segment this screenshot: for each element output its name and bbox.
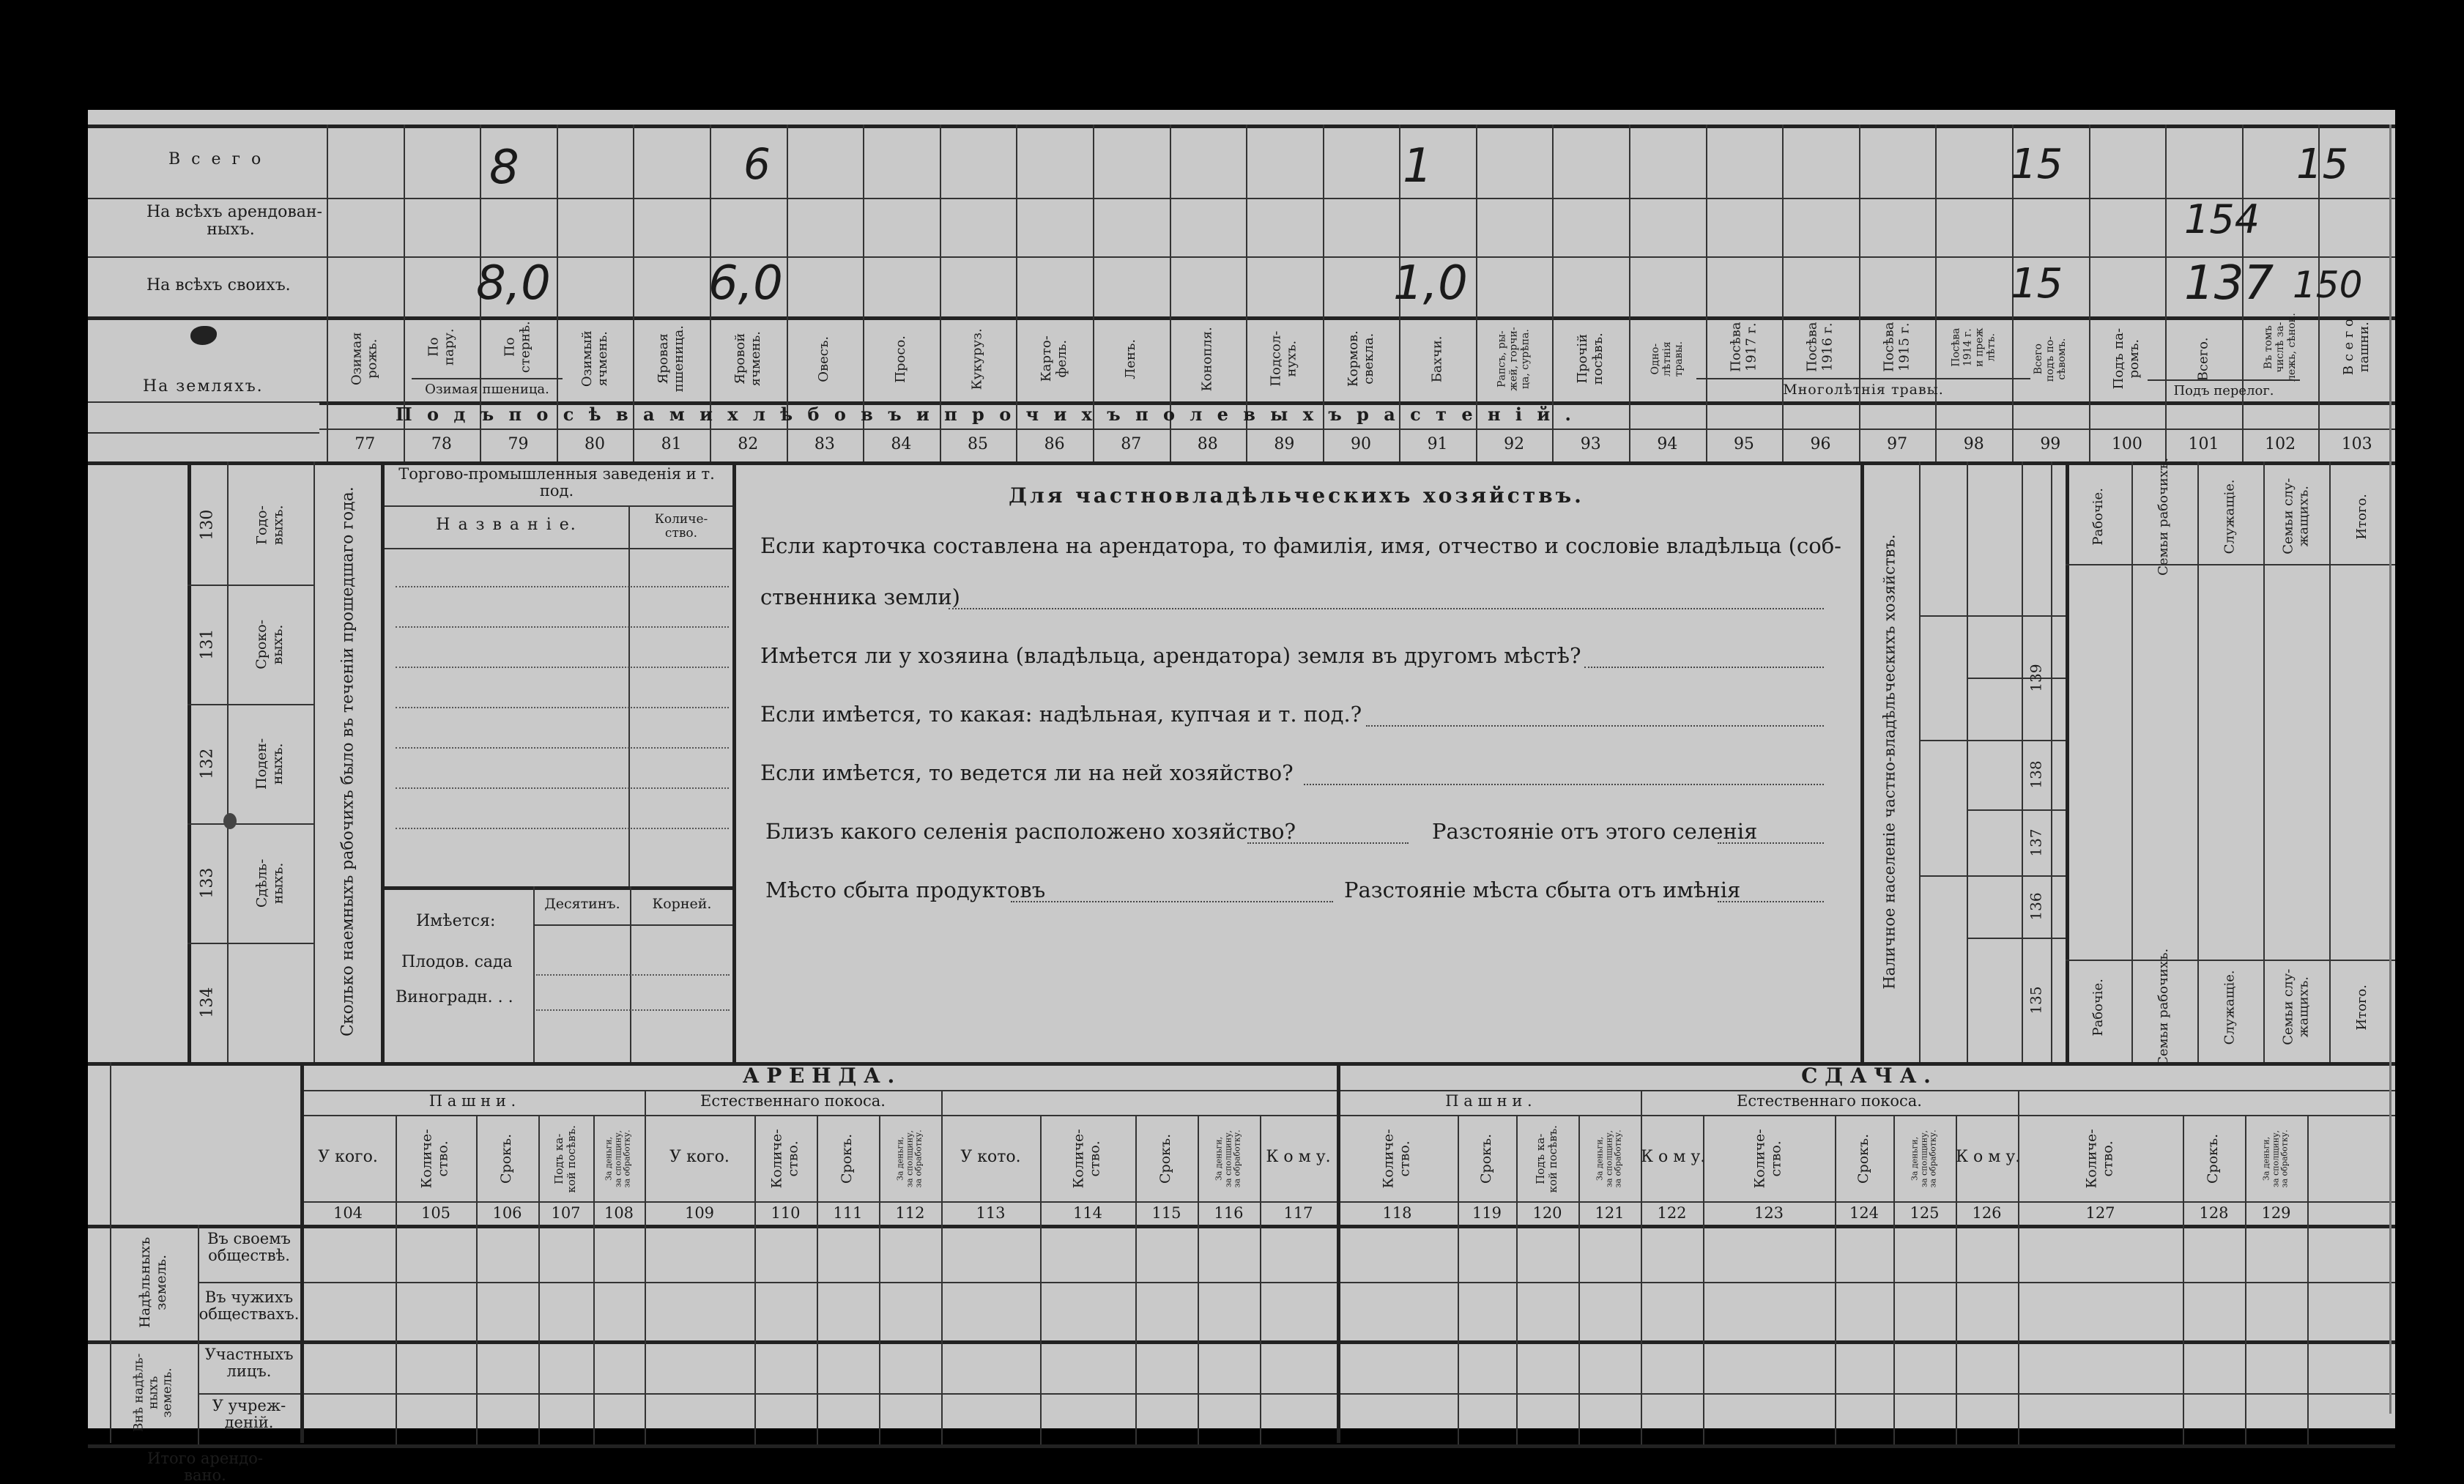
crop-col-number: 101 [2188,435,2219,453]
lease-col-number: 129 [2261,1204,2291,1222]
pop-right-text: Служащiе. [2222,970,2238,1045]
trade-vineyard: Виноградн. . . [396,988,513,1006]
sown-banner: П о д ъ п о с ѣ в а м и х л ѣ б о в ъ и п р о ч и х ъ п о л е в ы х ъ р а с т е н i й . [396,404,1576,425]
crop-col-header [1782,319,1859,376]
pop-num [2022,740,2051,809]
pop-right-header [2263,469,2329,564]
crop-col-number: 86 [1044,435,1065,453]
lease-col-header [1703,1116,1835,1201]
worker-num [188,585,227,704]
question-2: Имѣется ли у хозяина (владѣльца, арендатора) земля въ другомъ мѣстѣ? [760,643,1581,668]
lease-col-header [1835,1116,1893,1201]
crop-col-label: Прочiй посѣвъ. [1575,333,1606,385]
lease-group-line [2018,1090,2019,1115]
pop-num [2022,615,2051,740]
crop-col-line [1935,125,1937,461]
pop-num-text: 137 [2027,828,2045,857]
lease-col-number: 126 [1972,1204,2002,1222]
lease-col-number: 117 [1283,1204,1313,1222]
lease-col-number: 123 [1754,1204,1784,1222]
crop-col-label: Просо. [893,335,909,383]
lease-col-header-text: Срокъ. [1478,1133,1495,1184]
crop-col-number: 96 [1810,435,1831,453]
crop-col-header [1323,319,1400,399]
hw-svoikh-78: 8,0 [476,256,551,311]
trade-korney: Корней. [652,896,712,912]
crop-col-number: 100 [2111,435,2142,453]
lease-col-header [538,1116,593,1201]
lease-col-number: 127 [2085,1204,2115,1222]
lease-col-header [1578,1116,1641,1201]
worker-num-text: 134 [198,987,217,1018]
worker-num-text: 132 [198,748,217,779]
answer-3[interactable] [1366,725,1824,727]
pop-right-text: Итого. [2353,984,2370,1031]
lease-col-number: 106 [492,1204,522,1222]
fallow-group: Подъ перелог. [2148,379,2300,398]
crop-col-header [2318,319,2395,376]
crop-col-number: 89 [1274,435,1295,453]
lease-row-inst: У учреж- денiй. [212,1397,286,1432]
lease-col-header-text: За деньги, за сполщину, за обработку. [895,1129,924,1188]
lease-row-vne: Внѣ надѣль- ныхъ земель. [131,1353,175,1432]
crop-col-number: 90 [1350,435,1371,453]
arenda-title: А Р Е Н Д А . [742,1064,895,1088]
pop-right-header [2066,960,2131,1055]
lease-col-header [396,1116,476,1201]
crop-col-header [1093,319,1170,399]
pop-right-text: Семьи слу- жащихъ. [2280,478,2312,555]
worker-num [188,704,227,823]
lease-col-header [1040,1116,1135,1201]
crop-col-header [633,319,710,399]
crop-col-label: Посѣва 1915 г. [1881,322,1912,373]
sdacha-pokos: Естественнаго покоса. [1737,1092,1922,1110]
crop-col-number: 88 [1197,435,1218,453]
pop-right-text: Семьи рабочихъ. [2156,457,2172,576]
lease-col-header-text: Количе- ство. [2083,1129,2116,1189]
lease-col-number: 109 [684,1204,715,1222]
crop-col-label: Въ томъ числѣ за- лежь, сѣнок. [2262,313,2298,382]
crop-col-header [863,319,940,399]
lease-col-header: К о м у. [1956,1148,2021,1166]
crop-col-label: По пару. [426,328,456,366]
lease-col-header [1893,1116,1956,1201]
pop-right-text: Итого. [2353,493,2370,540]
lease-col-header-text: Подъ ка- кой посѣвъ. [552,1124,579,1193]
worker-label-text: Сроко- выхъ. [253,619,286,669]
lease-col-header-text: За деньги, за сполщину, за обработку. [604,1129,633,1188]
scan-artifact [190,326,217,345]
crop-col-header [1246,319,1323,399]
crop-col-header [557,319,634,399]
lease-col-header [1516,1116,1578,1201]
crop-col-header [1016,319,1093,399]
crop-col-label: Одно- лѣтнiя травы. [1650,341,1685,377]
pop-num-text: 136 [2027,892,2045,921]
crop-col-label: Ленъ. [1122,338,1138,379]
crop-col-line [327,125,328,461]
perennial-group: Многолѣтнiя травы. [1696,378,2030,398]
lease-col-header-text: Подъ ка- кой посѣвъ. [1534,1124,1560,1193]
crop-col-label: Рапсъ, ры- жей, горчи- ца, сурѣпа. [1496,327,1532,391]
private-form-title: Для частновладѣльческихъ хозяйствъ. [1009,483,1584,508]
lease-col-header: У кото. [960,1148,1021,1166]
lease-col-header-text: Количе- ство. [1380,1129,1413,1189]
pop-right-line [2066,564,2395,565]
crop-col-number: 91 [1427,435,1448,453]
lease-col-header-text: Срокъ. [498,1133,515,1184]
sdacha-title: С Д А Ч А . [1801,1064,1931,1088]
lease-col-header [2307,1116,2395,1201]
question-3: Если имѣется, то какая: надѣльная, купчая и т. под.? [760,702,1362,727]
crop-col-line [1629,125,1630,461]
question-6a: Мѣсто сбыта продуктовъ [765,878,1046,902]
binding-edge [2389,125,2411,1414]
lease-col-header-text: Срокъ. [1855,1133,1872,1184]
worker-num [188,823,227,943]
lease-col-header-text: За деньги, за сполщину, за обработку. [1214,1129,1242,1188]
crop-col-label: Всего подъ по- сѣвомъ. [2033,335,2068,382]
crop-col-number: 79 [508,435,529,453]
trade-qty-header: Количе- ство. [654,512,708,541]
trade-has-label: Имѣется: [416,912,496,930]
pop-right-header [2329,469,2395,564]
arenda-pokos: Естественнаго покоса. [700,1092,886,1110]
lease-col-header: К о м у. [1641,1148,1706,1166]
pop-right-text: Семьи слу- жащихъ. [2280,968,2312,1046]
crop-col-number: 93 [1580,435,1601,453]
crop-col-label: Бахчи. [1429,335,1445,382]
hw-arend-101: 154 [2184,196,2260,242]
lease-col-header [754,1116,817,1201]
pop-num [2022,938,2051,1062]
crop-col-label: Озимый ячмень. [579,330,610,387]
pop-num [2022,875,2051,938]
lease-col-number: 115 [1151,1204,1181,1222]
crop-col-label: Посѣва 1917 г. [1728,322,1759,373]
lease-row-own: Въ своемъ обществѣ. [207,1230,291,1265]
question-5a: Близъ какого селенiя расположено хозяйство? [765,819,1296,844]
sdacha-pashni: П а ш н и . [1445,1092,1532,1110]
answer-6b[interactable] [1718,901,1824,902]
crop-col-line [1782,125,1784,461]
crop-col-label: В с е г о пашни. [2341,319,2372,376]
crop-col-label: Подсол- нухъ. [1268,330,1299,387]
answer-4[interactable] [1304,784,1824,785]
pop-right-header [2131,457,2197,576]
question-4: Если имѣется, то ведется ли на ней хозяйство? [760,760,1294,785]
crop-col-label: По стернѣ. [502,321,533,374]
crop-col-header [1706,319,1783,376]
pop-women-total [1967,809,2022,875]
worker-label-text: Годо- выхъ. [253,505,286,545]
crop-col-number: 81 [661,435,682,453]
hw-svoikh-99: 15 [2011,260,2063,308]
lease-col-header: У кого. [318,1148,378,1166]
lease-col-header [2245,1116,2307,1201]
pop-grand [1967,615,2022,740]
lease-col-header [593,1116,645,1201]
crop-col-header [1552,319,1629,399]
crop-col-number: 80 [585,435,606,453]
lease-col-number: 125 [1910,1204,1940,1222]
lease-col-header [2183,1116,2245,1201]
worker-num-text: 130 [198,509,217,541]
crop-col-header [710,319,787,399]
crop-col-header [327,319,404,399]
answer-1[interactable] [949,608,1824,609]
crop-col-header [1629,319,1706,399]
crop-col-number: 99 [2040,435,2061,453]
answer-6a[interactable] [1011,901,1333,902]
hw-vsego-103: 15 [2296,141,2349,188]
worker-label-text: Поден- ныхъ. [253,738,286,790]
lease-col-number: 119 [1472,1204,1502,1222]
lease-col-header-text: Количе- ство. [419,1129,451,1189]
worker-num [188,943,227,1062]
pop-right-header [2131,948,2197,1066]
lease-col-number: 118 [1382,1204,1412,1222]
crop-col-header [404,319,480,376]
crop-col-label: Посѣва 1914 г. и преж лѣтъ. [1950,327,1997,367]
lease-col-header-text: Срокъ. [839,1133,856,1184]
question-5b: Разстоянiе отъ этого селенiя [1432,819,1758,844]
lease-col-header [1337,1116,1458,1201]
winter-wheat-group: Озимая пшеница. [412,378,563,397]
crop-col-number: 85 [968,435,989,453]
pop-right-header [2329,960,2395,1055]
crop-col-label: Конопля. [1199,326,1215,392]
hw-svoikh-101: 137 [2184,256,2274,311]
crop-col-number: 78 [431,435,452,453]
hw-vsego-91: 1 [1403,139,1433,193]
crop-col-number: 87 [1121,435,1142,453]
lease-row-total: Итого арендо- вано. [147,1450,263,1484]
lease-col-number: 116 [1214,1204,1244,1222]
crop-col-number: 97 [1887,435,1908,453]
worker-num-text: 131 [198,628,217,660]
crop-col-number: 94 [1657,435,1678,453]
crop-col-header [2242,313,2319,382]
crop-col-number: 103 [2341,435,2372,453]
lease-col-header: К о м у. [1266,1148,1331,1166]
lease-col-header-text: За деньги, за сполщину, за обработку. [1910,1129,1938,1188]
trade-desyatin: Десятинъ. [544,896,620,912]
worker-label [227,465,313,585]
row-arend-line2: ныхъ. [207,220,255,240]
hw-svoikh-103: 150 [2293,264,2363,306]
lease-col-number: 120 [1532,1204,1562,1222]
pop-num-text: 135 [2027,985,2045,1014]
answer-2[interactable] [1584,667,1824,668]
crop-col-header [1399,319,1476,399]
crop-col-number: 82 [738,435,759,453]
lease-col-header-text: За деньги, за сполщину, за обработку. [1595,1129,1623,1188]
lease-col-number: 110 [771,1204,801,1222]
crop-col-header [480,319,557,376]
worker-label-text: Сдѣль- ныхъ. [253,858,286,908]
crop-col-line [1706,125,1707,461]
crop-col-number: 77 [355,435,376,453]
crop-col-line [2165,125,2167,461]
crop-col-header [1170,319,1247,399]
row-arend-label [146,203,322,240]
worker-label [227,704,313,823]
pop-right-line [2066,960,2395,961]
crop-col-header [1859,319,1936,376]
lease-col-header [1458,1116,1516,1201]
lease-col-number: 105 [420,1204,451,1222]
workers-side-label: Сколько наемныхъ рабочихъ было въ теченiи прошедшаго года. [338,486,357,1037]
arenda-pashni: П а ш н и . [428,1092,516,1110]
row-svoikh-label: На всѣхъ своихъ. [146,276,291,294]
pop-right-header [2263,960,2329,1055]
lease-col-header [879,1116,941,1201]
hw-vsego-81: 6 [743,139,771,189]
crop-col-label: Подъ па- ромъ. [2111,328,2142,390]
lease-col-header [1135,1116,1198,1201]
lease-col-header [2018,1116,2183,1201]
pop-women [1919,740,1967,875]
lease-col-number: 112 [895,1204,925,1222]
lease-col-number: 113 [976,1204,1006,1222]
lease-col-header: У кого. [669,1148,730,1166]
lease-col-header-text: Количе- ство. [1752,1129,1784,1189]
lease-col-number: 114 [1072,1204,1103,1222]
pop-num [2022,809,2051,875]
pop-num-text: 139 [2027,663,2045,692]
trade-title: Торгово-промышленныя заведенiя и т. под. [398,465,715,500]
lease-row-nadel: Надѣльныхъ земель. [137,1236,169,1329]
hw-svoikh-81: 6,0 [708,256,783,311]
scan-artifact [223,813,237,829]
crop-col-number: 92 [1504,435,1525,453]
pop-right-text: Семьи рабочихъ. [2156,948,2172,1066]
pop-right-header [2066,469,2131,564]
pop-right-text: Рабочiе. [2090,978,2106,1036]
crop-col-line [2089,125,2090,461]
crop-col-number: 102 [2265,435,2296,453]
hw-vsego-99: 15 [2011,141,2063,188]
lease-col-number: 124 [1849,1204,1879,1222]
population-side-label: Наличное населенiе частно-владѣльческихъ хозяйствъ. [1880,534,1899,990]
pop-num-text: 138 [2027,760,2045,789]
lease-col-number: 122 [1657,1204,1687,1222]
pop-men-total [1967,938,2022,1062]
worker-num-text: 133 [198,867,217,899]
lease-col-header [1198,1116,1260,1201]
pop-men-incl [1967,875,2022,938]
row-arend-line1: На всѣхъ арендован- [146,203,322,221]
lease-col-number: 121 [1595,1204,1625,1222]
lease-col-number: 104 [333,1204,363,1222]
crop-col-label: Кукуруз. [969,327,985,390]
lease-col-number: 107 [551,1204,581,1222]
row-vsego-label: В с е г о [168,150,264,168]
pop-right-header [2197,960,2263,1055]
lease-col-header-text: Количе- ство. [768,1129,801,1189]
pop-women-incl [1967,740,2022,809]
pop-men [1919,875,1967,1062]
lease-row-foreign: Въ чужихъ обществахъ. [198,1288,300,1324]
question-6b: Разстоянiе мѣста сбыта отъ имѣнiя [1344,878,1741,902]
pop-right-header [2197,469,2263,564]
lease-col-number: 111 [833,1204,863,1222]
lease-group-line [941,1090,943,1115]
crop-col-label: Кормов. свекла. [1345,330,1376,387]
pop-right-text: Рабочiе. [2090,487,2106,546]
crop-col-label: Яровая пшеница. [655,325,686,393]
worker-label [227,585,313,704]
question-1a: Если карточка составлена на арендатора, то фамилiя, имя, отчество и сословiе владѣльца (соб- [760,533,1841,558]
lease-col-header-text: Срокъ. [1157,1133,1174,1184]
worker-label [227,823,313,943]
trade-garden: Плодов. сада [401,953,513,971]
crop-col-label: Карто- фель. [1038,335,1069,382]
lease-col-header [817,1116,879,1201]
trade-name-header: Н а з в а н i е. [436,516,577,534]
answer-5b[interactable] [1718,842,1824,844]
crop-col-number: 83 [814,435,835,453]
row-zemlyakh-label: На земляхъ. [143,377,264,396]
hw-svoikh-91: 1,0 [1393,256,1468,311]
crop-col-header [1935,319,2012,376]
crop-col-header [787,319,864,399]
crop-col-label: Овесъ. [816,335,832,382]
hw-vsego-78: 8 [489,141,519,195]
lease-col-header [476,1116,538,1201]
crop-col-label: Посѣва 1916 г. [1804,322,1836,373]
lease-col-header-text: За деньги, за сполщину, за обработку. [2261,1129,2290,1188]
worker-num [188,465,227,585]
answer-5a[interactable] [1247,842,1409,844]
crop-col-header [1476,319,1553,399]
crop-col-number: 95 [1733,435,1754,453]
lease-col-number: 128 [2199,1204,2229,1222]
census-card [88,110,2395,1484]
crop-col-label: Яровой ячмень. [732,331,763,387]
lease-col-header-text: Количе- ство. [1071,1129,1103,1189]
lease-row-private: Участныхъ лицъ. [204,1346,294,1381]
question-1b: ственника земли) [760,585,960,609]
crop-col-header [940,319,1017,399]
crop-col-number: 98 [1963,435,1984,453]
crop-col-number: 84 [891,435,912,453]
lease-col-header-text: Срокъ. [2205,1133,2222,1184]
lease-col-number: 108 [604,1204,634,1222]
crop-col-label: Озимая рожь. [349,332,380,386]
crop-col-label: Всего. [2195,337,2211,381]
pop-right-text: Служащiе. [2222,479,2238,554]
crop-col-line [1859,125,1860,461]
